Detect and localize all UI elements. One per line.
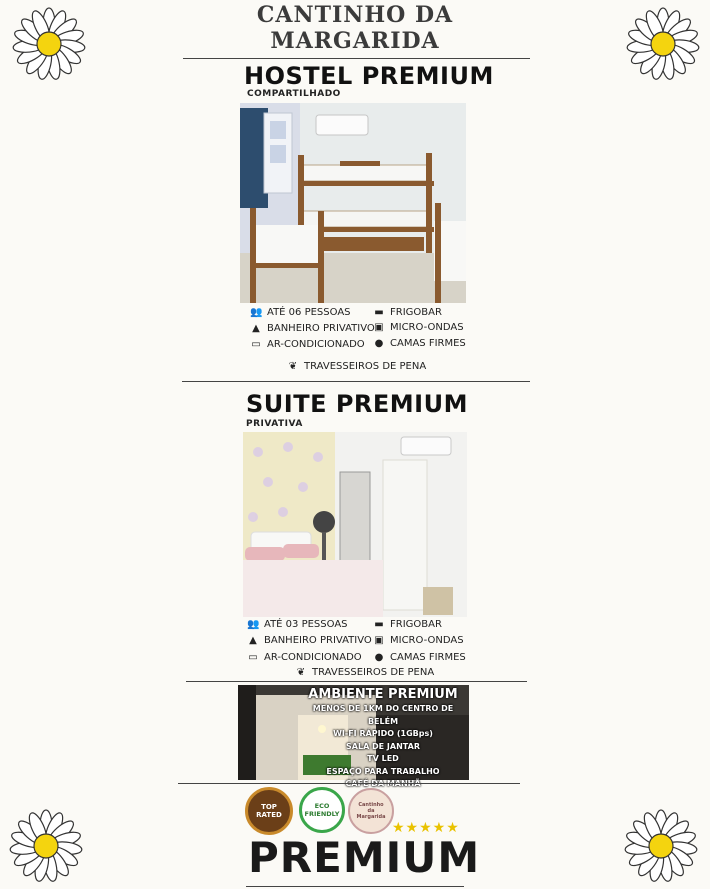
- feather-icon: ❦: [296, 667, 306, 678]
- divider: [186, 681, 527, 682]
- brand-logo-badge: Cantinho da Margarida: [348, 788, 394, 834]
- ambient-line: TV LED: [367, 754, 399, 763]
- fridge-icon: ▬: [374, 307, 384, 318]
- ambient-line: WI-FI RÁPIDO (1GBps): [333, 729, 433, 738]
- ambient-banner: [238, 685, 469, 780]
- suite-feature: 👥 ATÉ 03 PESSOAS: [247, 619, 348, 630]
- suite-title: SUITE PREMIUM: [246, 390, 468, 418]
- hostel-feature: ● CAMAS FIRMES: [374, 338, 466, 349]
- top-rated-badge: TOP RATED: [245, 787, 293, 835]
- fridge-icon: ▬: [374, 619, 384, 630]
- footer-title: PREMIUM: [248, 833, 481, 882]
- suite-feature: ▭ AR-CONDICIONADO: [248, 652, 362, 663]
- bed-icon: ●: [374, 652, 384, 663]
- shower-icon: ▲: [249, 635, 257, 646]
- bed-icon: ●: [374, 338, 384, 349]
- ambient-line: ESPAÇO PARA TRABALHO: [326, 766, 440, 776]
- daisy-icon: [621, 806, 701, 886]
- daisy-icon: [6, 806, 86, 886]
- rating-stars: ★★★★★: [392, 820, 460, 836]
- suite-feature: ● CAMAS FIRMES: [374, 652, 466, 663]
- ambient-line: SALA DE JANTAR: [346, 741, 420, 751]
- suite-feature: ▣ MICRO-ONDAS: [374, 635, 464, 646]
- shower-icon: ▲: [252, 323, 260, 334]
- daisy-icon: [623, 4, 703, 84]
- divider: [182, 381, 530, 382]
- hostel-feature: ❦ TRAVESSEIROS DE PENA: [288, 361, 427, 372]
- suite-feature: ▲ BANHEIRO PRIVATIVO: [247, 635, 372, 646]
- brand-line-1: CANTINHO DA: [256, 2, 454, 28]
- people-icon: 👥: [250, 307, 263, 318]
- air-conditioner-icon: ▭: [251, 339, 261, 350]
- hostel-subtitle: COMPARTILHADO: [247, 89, 341, 99]
- ambient-text: [303, 687, 463, 791]
- daisy-icon: [9, 4, 89, 84]
- air-conditioner-icon: ▭: [248, 652, 258, 663]
- hostel-feature: ▣ MICRO-ONDAS: [374, 322, 464, 333]
- brand-line-2: MARGARIDA: [270, 28, 440, 54]
- ambient-title: AMBIENTE PREMIUM: [308, 687, 458, 702]
- hostel-feature: ▭ AR-CONDICIONADO: [251, 339, 365, 350]
- hostel-feature: ▲ BANHEIRO PRIVATIVO: [250, 323, 375, 334]
- hostel-room-photo: [240, 103, 466, 303]
- feather-icon: ❦: [288, 361, 298, 372]
- divider: [246, 886, 464, 887]
- hostel-feature: 👥 ATÉ 06 PESSOAS: [250, 307, 351, 318]
- eco-friendly-badge: ECO FRIENDLY: [299, 787, 345, 833]
- suite-feature: ▬ FRIGOBAR: [374, 619, 442, 630]
- divider: [183, 58, 530, 59]
- ambient-line: MENOS DE 1KM DO CENTRO DE BELÉM: [312, 704, 454, 726]
- microwave-icon: ▣: [374, 322, 384, 333]
- people-icon: 👥: [247, 619, 260, 630]
- microwave-icon: ▣: [374, 635, 384, 646]
- brand-title: [215, 2, 495, 54]
- suite-room-photo: [243, 432, 467, 617]
- suite-feature: ❦ TRAVESSEIROS DE PENA: [296, 667, 435, 678]
- hostel-feature: ▬ FRIGOBAR: [374, 307, 442, 318]
- divider: [178, 783, 520, 784]
- suite-subtitle: PRIVATIVA: [246, 419, 303, 429]
- hostel-title: HOSTEL PREMIUM: [244, 62, 494, 90]
